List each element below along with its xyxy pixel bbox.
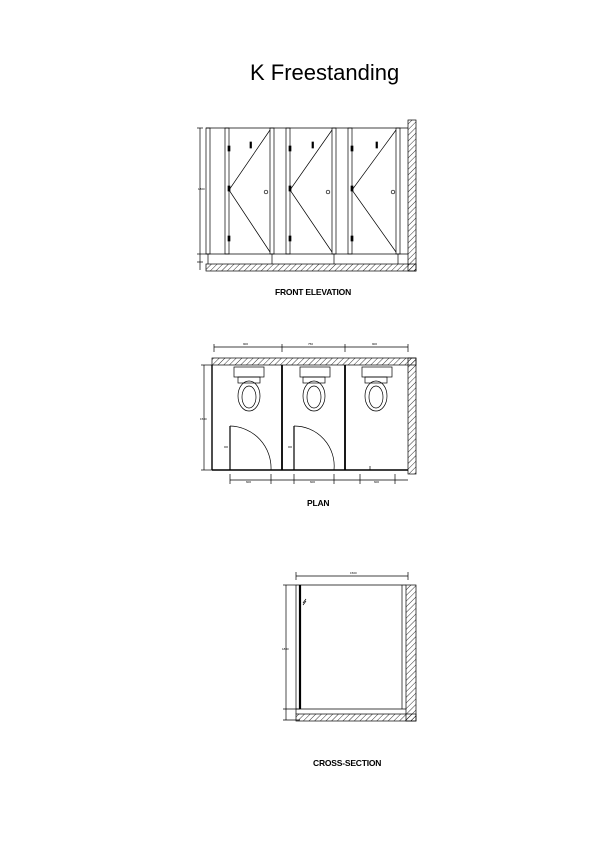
svg-text:1800: 1800 [198,187,205,191]
section-wall [406,585,416,721]
svg-text:600: 600 [310,480,316,484]
section-floor [296,714,416,721]
door-swing-2 [290,130,332,252]
elevation-wall [408,120,416,271]
front-elevation-view [197,120,416,271]
door-swing-3 [352,130,396,252]
elevation-pilaster-1 [206,128,210,254]
svg-text:600: 600 [374,480,380,484]
svg-text:600: 600 [246,480,252,484]
caption-front-elevation: FRONT ELEVATION [275,287,352,297]
svg-text:1800: 1800 [282,647,289,651]
svg-text:1500: 1500 [350,571,357,575]
svg-text:900: 900 [243,342,249,346]
cross-section-view [282,571,416,721]
svg-text:750: 750 [308,342,314,346]
elevation-floor [206,264,416,271]
plan-door-swing-2 [294,426,334,470]
page-title: K Freestanding [250,60,400,85]
toilet-1 [234,367,264,411]
svg-text:1500: 1500 [200,417,207,421]
plan-back-wall [212,358,416,365]
toilet-3 [362,367,392,411]
door-swing-1 [229,130,270,252]
plan-view [200,342,416,484]
caption-plan: PLAN [307,498,330,508]
caption-cross-section: CROSS-SECTION [313,758,382,768]
svg-text:900: 900 [372,342,378,346]
plan-side-wall [408,358,416,474]
plan-door-swing-1 [230,426,271,470]
toilet-2 [300,367,330,411]
